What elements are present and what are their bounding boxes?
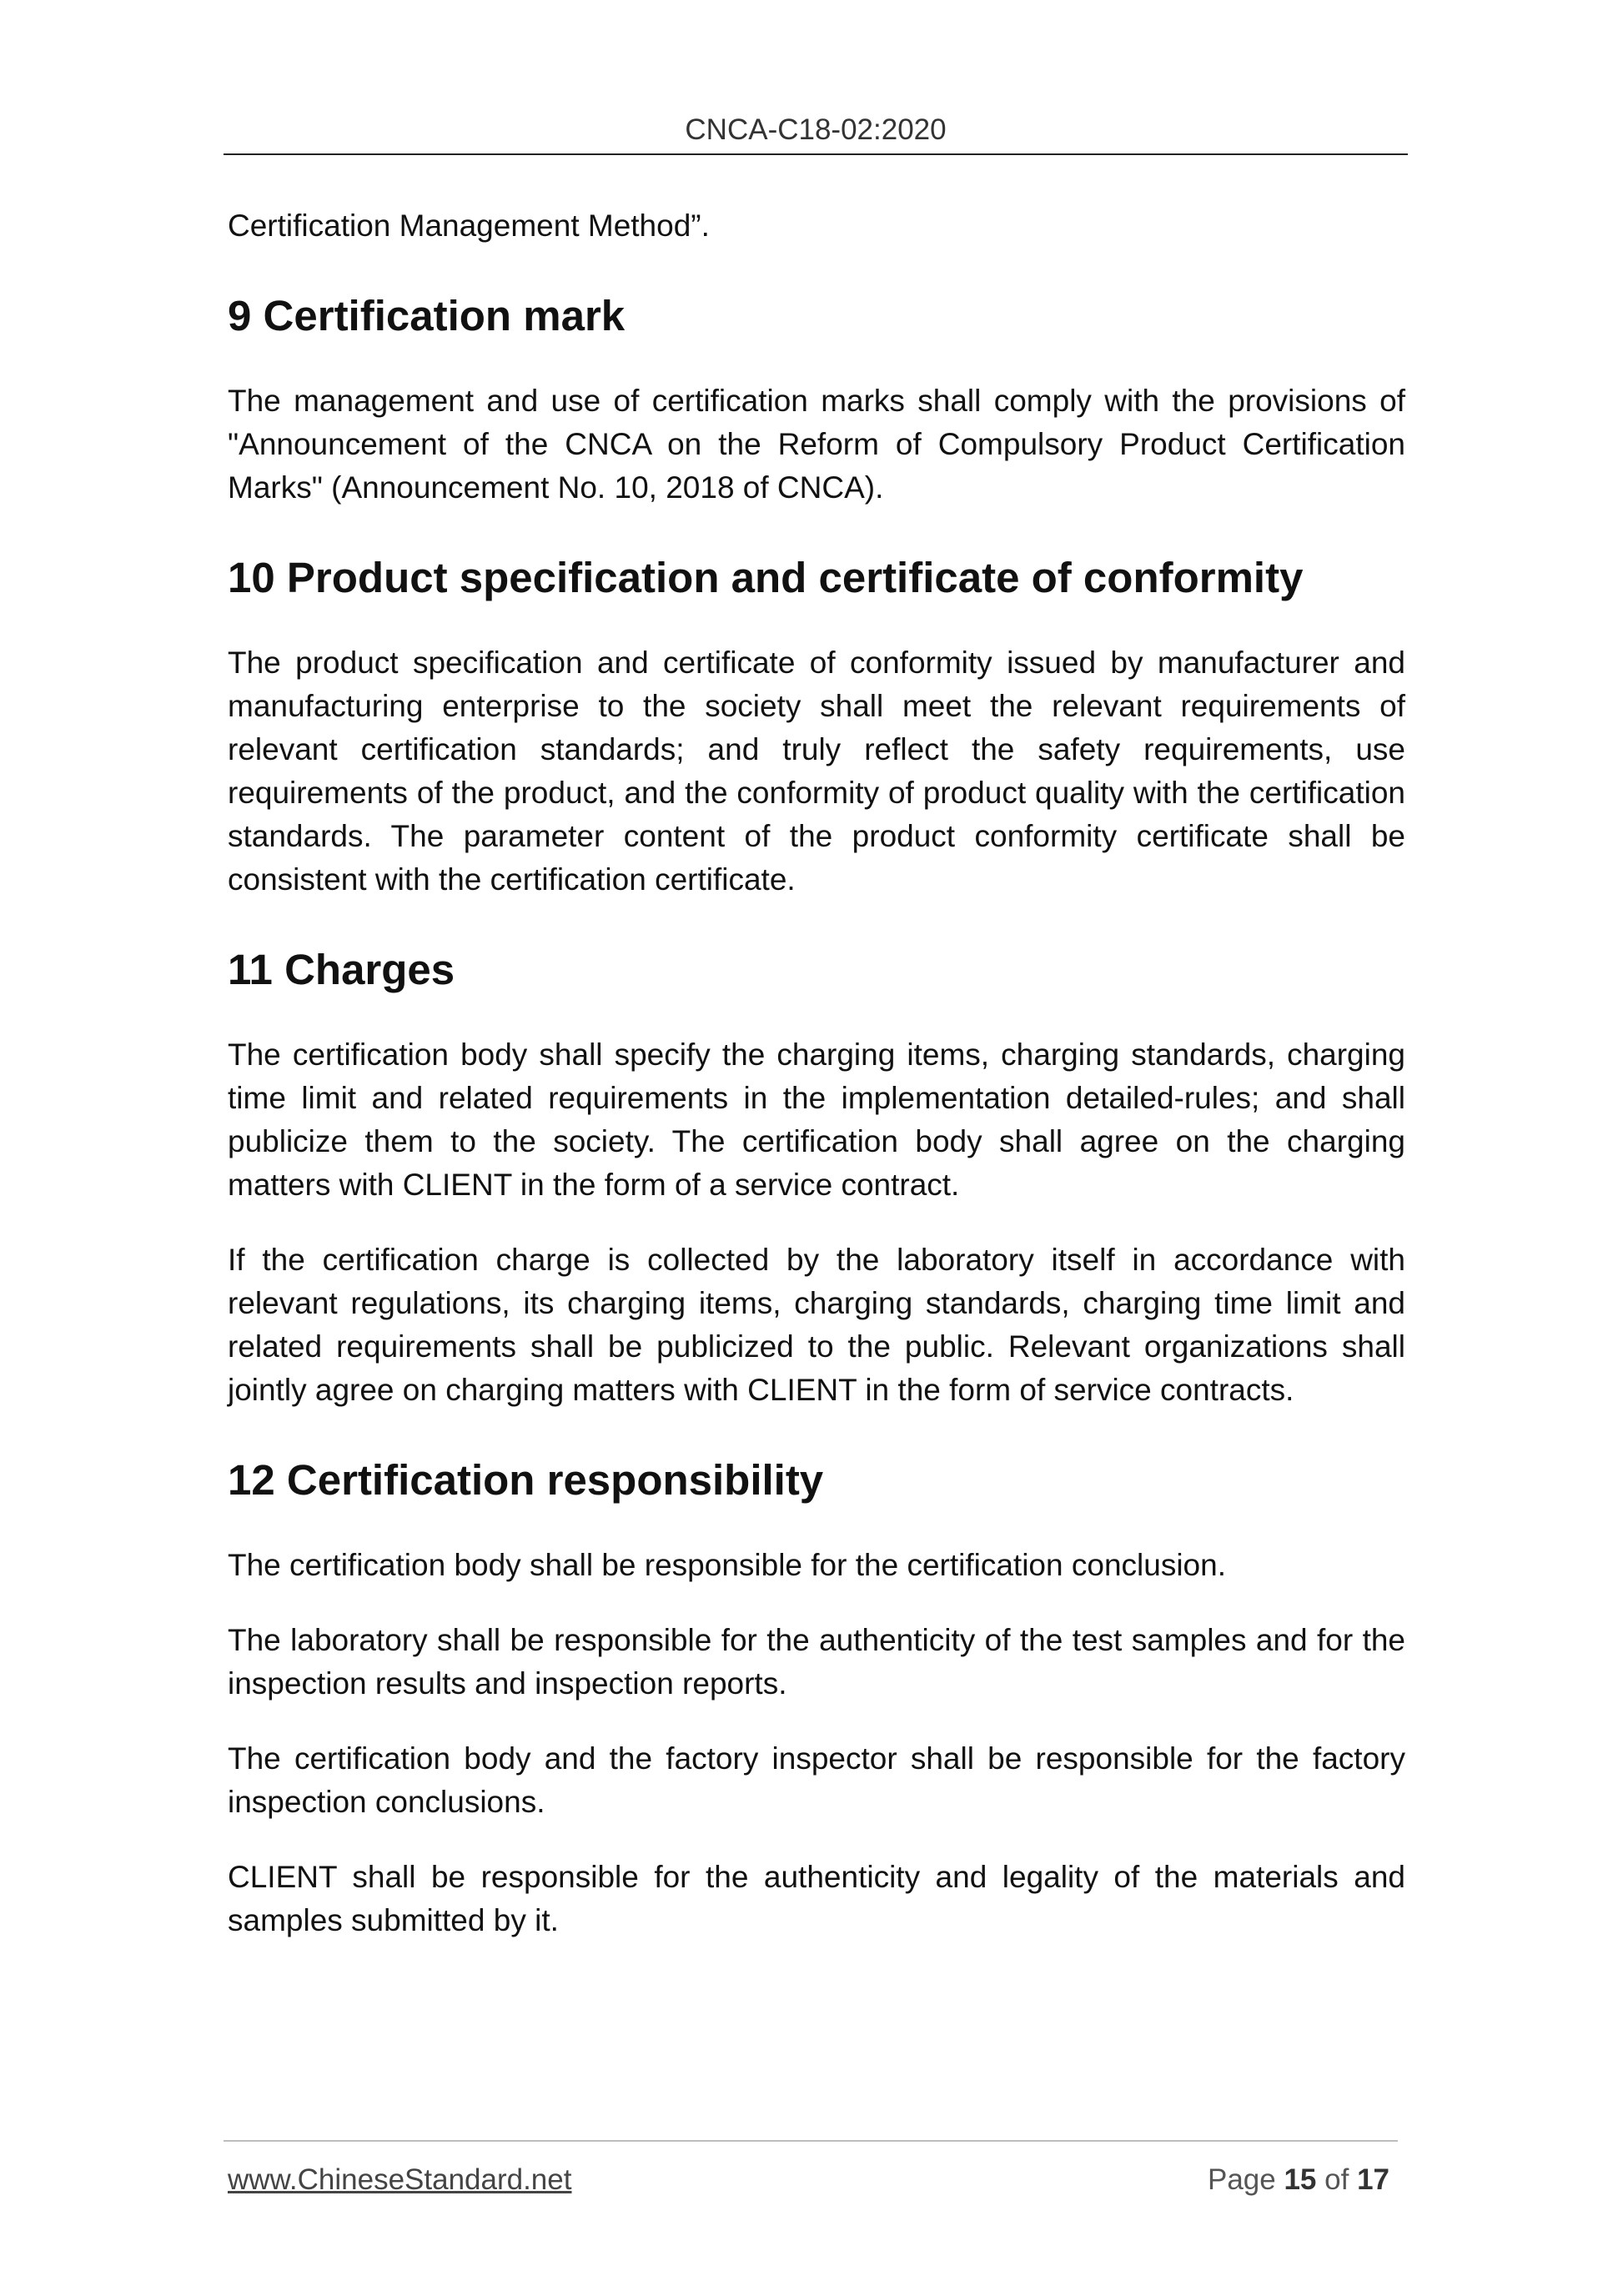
document-code-header: CNCA-C18-02:2020 <box>685 113 947 146</box>
section-11-paragraph-1: The certification body shall specify the charging items, charging standards, charging time limit and related requirements in the implementation detailed-rules; and shall publicize them to the society. The certification body shall agree on the charging matters with CLIENT in the form of a service contract. <box>228 1037 1405 1202</box>
page-number <box>1208 2165 1389 2194</box>
current-page: 15 <box>1284 2163 1317 2196</box>
section-11-heading: 11 Charges <box>228 946 455 993</box>
section-12-paragraph-1: The certification body shall be responsible for the certification conclusion. <box>228 1548 1226 1582</box>
section-9-paragraph-1: The management and use of certification marks shall comply with the provisions of "Announcement of the CNCA on the Reform of Compulsory Product Certification Marks" (Announcement No. 10, 2018 of CNCA). <box>228 384 1405 505</box>
section-12-paragraph-2: The laboratory shall be responsible for the authenticity of the test samples and for the inspection results and inspection reports. <box>228 1623 1405 1701</box>
page-prefix: Page <box>1207 2163 1276 2196</box>
section-10-paragraph-1: The product specification and certificate of conformity issued by manufacturer and manufacturing enterprise to the society shall meet the relevant requirements of relevant certification standards; and truly reflect the safety requirements, use requirements of the product, and the conformity of product quality with the certification standards. The parameter content of the product conformity certificate shall be consistent with the certification certificate. <box>228 646 1405 897</box>
section-9-heading: 9 Certification mark <box>228 292 626 339</box>
footer-divider <box>224 2140 1398 2142</box>
header-divider <box>224 153 1408 155</box>
total-pages: 17 <box>1357 2163 1389 2196</box>
section-12-heading: 12 Certification responsibility <box>228 1456 824 1504</box>
page-separator: of <box>1324 2163 1349 2196</box>
section-10-heading: 10 Product specification and certificate of conformity <box>228 554 1304 601</box>
document-body <box>228 204 1405 1974</box>
intro-line: Certification Management Method”. <box>228 208 710 243</box>
section-12-paragraph-3: The certification body and the factory inspector shall be responsible for the factory inspection conclusions. <box>228 1741 1405 1819</box>
section-11-paragraph-2: If the certification charge is collected by the laboratory itself in accordance with relevant regulations, its charging items, charging standards, charging time limit and related requirements shall be publicized to the public. Relevant organizations shall jointly agree on charging matters with CLIENT in the form of service contracts. <box>228 1243 1405 1407</box>
section-12-paragraph-4: CLIENT shall be responsible for the authenticity and legality of the materials and samples submitted by it. <box>228 1860 1405 1937</box>
website-link[interactable]: www.ChineseStandard.net <box>228 2163 572 2196</box>
